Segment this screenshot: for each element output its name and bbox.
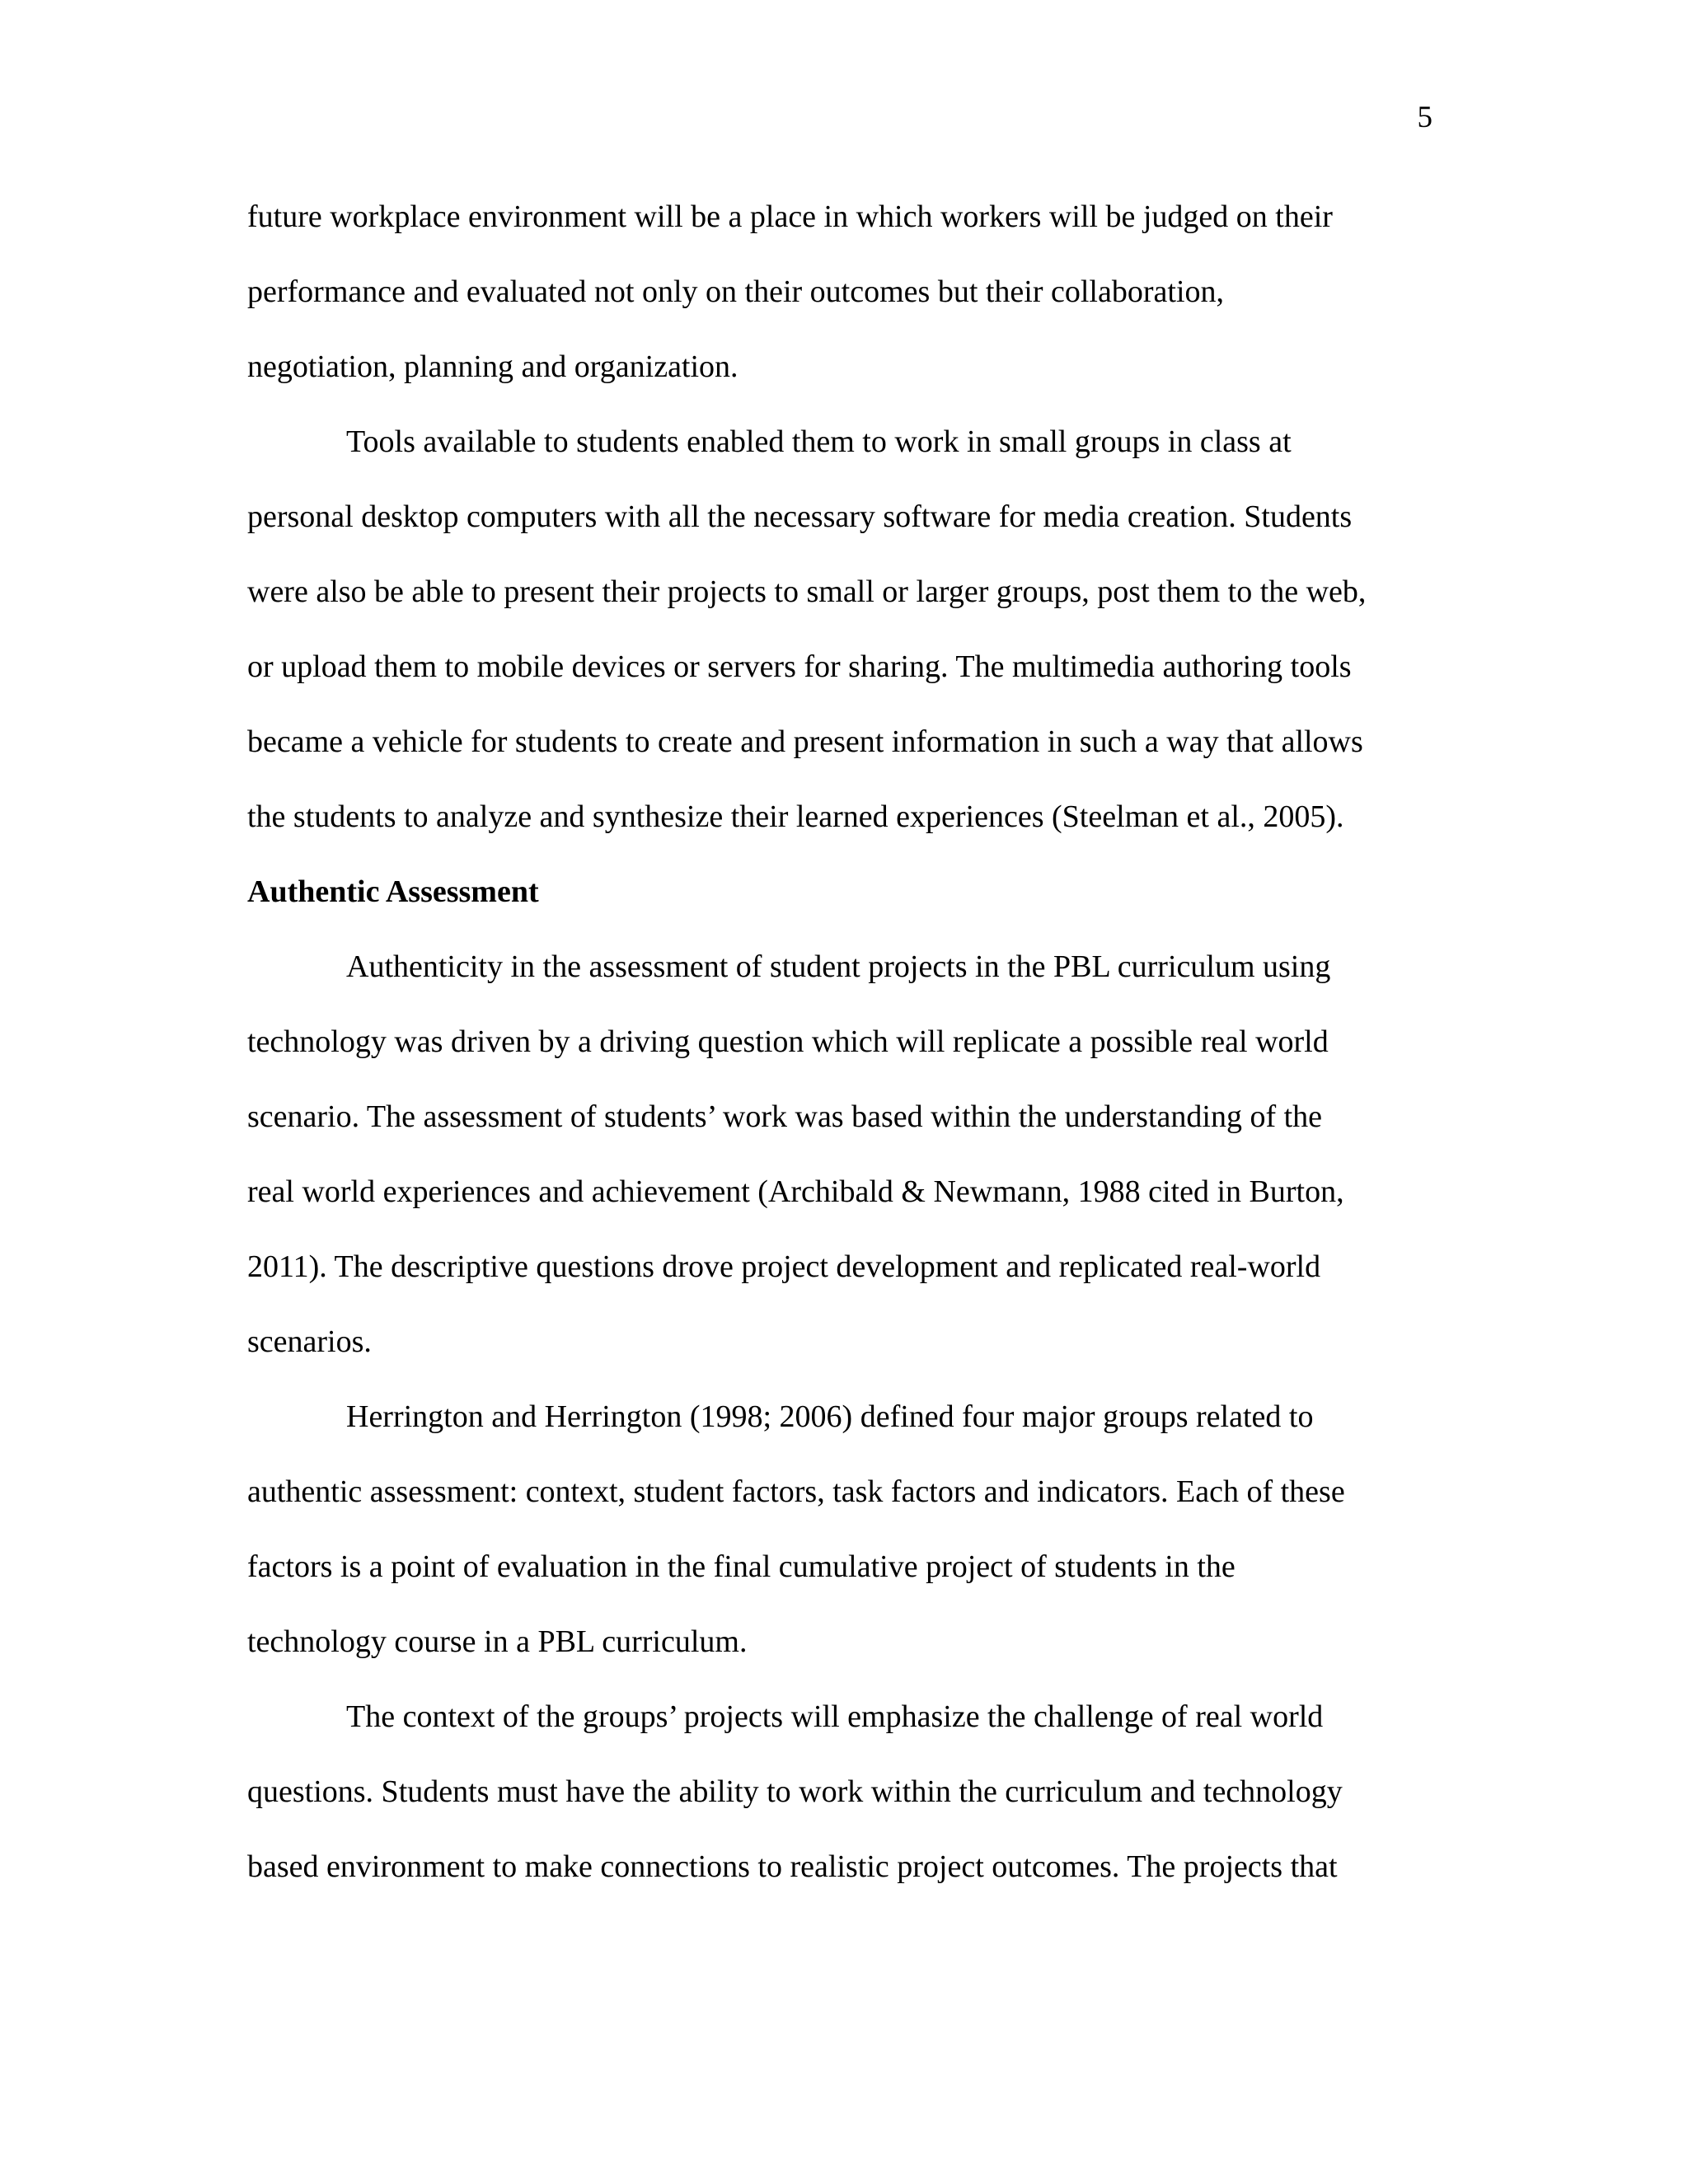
body-line: real world experiences and achievement (Archibald & Newmann, 1988 cited in Burton, (247, 1174, 1344, 1209)
body-line: technology course in a PBL curriculum. (247, 1624, 748, 1659)
body-line: factors is a point of evaluation in the final cumulative project of students in the (247, 1549, 1236, 1584)
body-line: questions. Students must have the ability to work within the curriculum and technology (247, 1774, 1343, 1809)
paragraph-first-line: Authenticity in the assessment of student projects in the PBL curriculum using (346, 949, 1331, 984)
body-line: 2011). The descriptive questions drove project development and replicated real-world (247, 1249, 1321, 1284)
body-line: authentic assessment: context, student factors, task factors and indicators. Each of these (247, 1474, 1345, 1509)
body-line: based environment to make connections to realistic project outcomes. The projects that (247, 1849, 1338, 1884)
paragraph-first-line: Herrington and Herrington (1998; 2006) defined four major groups related to (346, 1399, 1314, 1434)
body-line: performance and evaluated not only on their outcomes but their collaboration, (247, 274, 1224, 309)
body-line: scenario. The assessment of students’ work was based within the understanding of the (247, 1099, 1323, 1134)
section-heading: Authentic Assessment (247, 874, 539, 909)
body-line: were also be able to present their projects to small or larger groups, post them to the web, (247, 574, 1367, 609)
body-line: the students to analyze and synthesize their learned experiences (Steelman et al., 2005). (247, 799, 1344, 834)
body-line: scenarios. (247, 1324, 372, 1359)
body-line: future workplace environment will be a place in which workers will be judged on their (247, 199, 1333, 234)
body-line: became a vehicle for students to create and present information in such a way that allows (247, 724, 1363, 759)
body-line: personal desktop computers with all the necessary software for media creation. Students (247, 499, 1353, 534)
paragraph-first-line: The context of the groups’ projects will emphasize the challenge of real world (346, 1699, 1324, 1734)
body-line: negotiation, planning and organization. (247, 349, 738, 384)
body-line: or upload them to mobile devices or servers for sharing. The multimedia authoring tools (247, 649, 1352, 684)
paragraph-first-line: Tools available to students enabled them to work in small groups in class at (346, 424, 1292, 459)
body-line: technology was driven by a driving question which will replicate a possible real world (247, 1024, 1329, 1059)
page-number: 5 (1417, 101, 1432, 134)
